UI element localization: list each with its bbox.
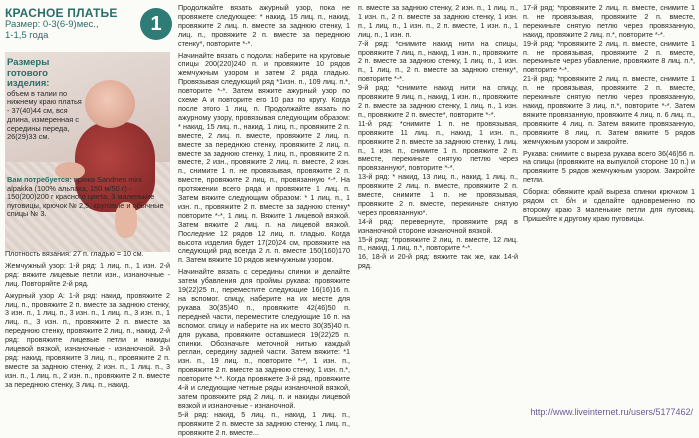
paragraph: п. вместе за заднюю стенку, 2 изн. п., 1 лиц. п., 1 изн. п., 2 п. вместе за заднюю стенку, 1 изн. п., 1 лиц. п., 1 изн. п., 2 п. вместе, 1 изн. п., 1 лиц. п., 1 изн. п. [358, 3, 518, 39]
paragraph: 21-й ряд: *провяжите 2 лиц. п. вместе, снимите 1 п. не провязывая, провяжите 2 п. вместе, перекиньте снятую петлю через провязанную, накид, провяжите 3 лиц. п.*, повторите *-*. Затем вяжите провязанную, провяжите 4 лиц. п. 6 лиц. п., провяжите 4 лиц. п. Затем вяжите провязанную, провяжите 8 лиц. п. Затем вяжите 5 рядов жемчужным узором и закройте. [523, 74, 695, 146]
pattern-number-badge: 1 [140, 8, 172, 40]
paragraph: 9-й ряд: *снимите накид нити на спицу, провяжите 9 лиц. п., накид, 1 изн. п., провяжите 2 п. вместе за заднюю стенку, 1 лиц. п., 1 изн. п., провяжите 2 п. вместе*, повторите *-*. [358, 83, 518, 119]
sizes-box [7, 58, 85, 142]
text-column-3 [358, 4, 518, 271]
paragraph: 17-й ряд: *провяжите 2 лиц. п. вместе, снимите 1 п. не провязывая, провяжите 2 п. вместе, перекиньте снятую петлю через провязанную, накид, провяжите 2 лиц. п.*, повторите *-*. [523, 3, 695, 39]
text-column-2 [178, 4, 350, 438]
paragraph: Начинайте вязать с середины спинки и делайте затем убавления для проймы рукава: провяжите 19(22)25 п., переместите следующие 16(16)16 п. на вспомог. спицу, наберите на их месте для рукава 30(35)40 п., провяжите 42(46)50 п. передней части, переместите следующие 16 п. на вспомог. спицу и наберите на их место 30(35)40 п. для рукава, провяжите оставшиеся 19(22)25 п. спинки. Обозначьте меточной нитью каждый реглан, середину задней части. Затем вяжите: *1 изн. п., 19 лиц. п., повторите *-*, 1 изн. п., провяжите 2 п. вместе за заднюю стенку, 1 изн. п.*, повторите *-*. Когда провяжете 3-й ряд, провяжите 4-й и следующие четные ряды изнаночной вязкой, затем провяжите ряд 2 лиц. п. и накиды лицевой вязкой и изнаночные - изнаночной. [178, 267, 350, 410]
materials-box [7, 176, 167, 219]
paragraph: 11-й ряд: *снимите 1 п. не провязывая, провяжите 11 лиц. п., накид, 1 изн. п., провяжите 2 п. вместе за заднюю стенку, 1 лиц. п., 1 изн. п., снимите 1 п. провяжите 2 п. вместе, перекиньте снятую петлю через провязанную*, повторите *-*. [358, 118, 518, 173]
text-column-4 [523, 4, 695, 224]
source-url: http://www.liveinternet.ru/users/5177462/ [530, 407, 693, 417]
paragraph: Плотность вязания: 27 п. гладью = 10 см. [5, 249, 144, 258]
paragraph: 16, 18-й и 20-й ряд: вяжите так же, как 14-й ряд. [358, 252, 518, 271]
materials-lead: Вам потребуется: [7, 175, 72, 184]
paragraph: 15-й ряд: *провяжите 2 лиц. п. вместе, 12 лиц. п., накид, 1 лиц. п.*, повторите *-*. [358, 234, 518, 253]
paragraph: 7-й ряд: *снимите накид нити на спицы, провяжите 7 лиц. п., накид, 1 изн. п., провяжите 2 п. вместе за заднюю стенку, 1 лиц. п., 1 изн. п., 1 лиц. п., 2 п. вместе за заднюю стенку*, повторите *-*. [358, 38, 518, 84]
paragraph: Сборка: обвяжите край выреза спинки крючком 1 рядом ст. б/н и сделайте одновременно по второму краю 3 маленькие петли для пуговиц. Пришейте к другому краю пуговицы. [523, 187, 695, 223]
paragraph: 13-й ряд: * накид, 13 лиц. п., накид, 1 лиц. п., провяжите 2 лиц. п. вместе, провяжите 2 п. вместе, снимите 1 п. не провязывая, провяжите 2 п. вместе, перекиньте снятую через провязанную*. [358, 172, 518, 217]
baby-head [85, 80, 135, 128]
pattern-title: КРАСНОЕ ПЛАТЬЕ [5, 6, 118, 20]
paragraph: 5-й ряд: накид, 5 лиц. п., накид, 1 лиц. п., провяжите 2 п. вместе за заднюю стенку, 1 лиц. п., провяжите 2 п. вместе... [178, 409, 350, 437]
paragraph: 14-й ряд: перевернуте, провяжите ряд в изнаночной стороне изнаночной вязкой. [358, 216, 518, 235]
paragraph: Продолжайте вязать ажурный узор, пока не провяжете следующее: * накид, 15 лиц. п., накид, провяжите 2 лиц. п. вместе за заднюю стенку, 1 лиц. п., провяжите 2 п. вместе за переднюю стенку*, повторите *-*. [178, 3, 350, 48]
age-line: 1-1,5 года [5, 29, 49, 41]
paragraph: Жемчужный узор: 1-й ряд: 1 лиц. п., 1 изн. 2-й ряд: вяжите лицевые петли изн., изнаночные - лиц. Повторяйте 2-й ряд. [5, 260, 170, 288]
paragraph: Начинайте вязать с подола: наберите на круговые спицы 200(220)240 п. и провяжите 10 рядов жемчужным узором и затем 2 ряда гладью. Провязывая следующий ряд *1изн. п., 109 лиц. п.*, повторите *-*. Затем вяжите ажурный узор по схеме A и повторите его 10 раз по кругу. Когда после этого 1 лиц. п. Продолжайте вязать по ажурному узору, провязывая следующим образом: * накид, 15 лиц. п., накид, 1 лиц. п., провяжите 2 п. вместе, 2 лиц. п. вместе, провяжите 2 лиц. п. вместе за переднюю стенку, провяжите 2 лиц. п. вместе за заднюю стенку, 1 лиц. п., провяжите 2 п. вместе, 2 изн., провяжите 2 лиц. п. вместе, 2 изн. п., снимите 1 п. не провязывая, провяжите 2 п. вместе, провяжите 2 лиц. п., провязанную *-*. На протяжении всего ряда и провяжите 1 лиц. п. Затем вяжите следующим образом: * 1 лиц. п., 1 изн. п., провяжите 2 п. вместе за заднюю стенку* повторите *-*, 1 лиц. п. Вяжите 1 лицевой вязкой. Затем вяжите 2 лиц. п. на лицевой вязкой. Последние 12 рядов 12 лиц. п. гладью. Когда высота изделия будет 17(20)24 см, провяжите на следующий ряд всегда 2 л. п. вместе 150(160)170 п. Затем вяжите 10 рядов жемчужным узором. [178, 50, 350, 265]
paragraph: Рукава: снимите с выреза рукава всего 36(46)56 п. на спицы (провяжите на выпуклой стороне 10 п.) и провяжите 5 рядов жемчужным узором. Закройте петли. [523, 148, 695, 185]
sizes-heading: Размеры готового изделия: [7, 57, 50, 89]
paragraph: Ажурный узор A: 1-й ряд: накид, провяжите 2 лиц. п., провяжите 2 п. вместе за заднюю стенку, 3 изн. п., 1 лиц. п., 3 изн. п., 1 лиц. п., 3 изн. п., 1 лиц. п., 3 изн. п., провяжите 2 п. вместе за переднюю стенку, провяжите 2 лиц. п., накид. 2-й ряд: провяжите лицевые петли и накиды лицевой вязкой, изнаночные - изнаночной. 3-й ряд: накид, провяжите 3 лиц. п., провяжите 2 п. вместе за заднюю стенку, 2 изн. п., 1 лиц. п., 3 изн. п., 1 лиц. п., 2 изн. п., провяжите 2 п. вместе за переднюю стенку, 3 лиц. п., накид. [5, 290, 170, 389]
sizes-text: объем в талии по нижнему краю платья - 37(40)44 см, вся длина, измеренная с середины переда, 26(29)33 см. [7, 88, 82, 142]
size-line: Размер: 0-3(6-9)мес., [5, 19, 99, 30]
materials-text: пряжа Sandnes mini alpakka (100% альпака, 150 м/50 г) - 150(200)200 г красного цвета, 3 маленькие пуговицы, крючок № 2,5, круговые и обычные спицы № 3. [7, 175, 164, 219]
text-column-1 [5, 250, 170, 390]
paragraph: 19-й ряд: *провяжите 2 лиц. п. вместе, снимите 1 п. не провязывая, провяжите 2 п. вместе, перекиньте через убавление, провяжите 8 лиц. п.*, повторите *-*. [523, 38, 695, 75]
